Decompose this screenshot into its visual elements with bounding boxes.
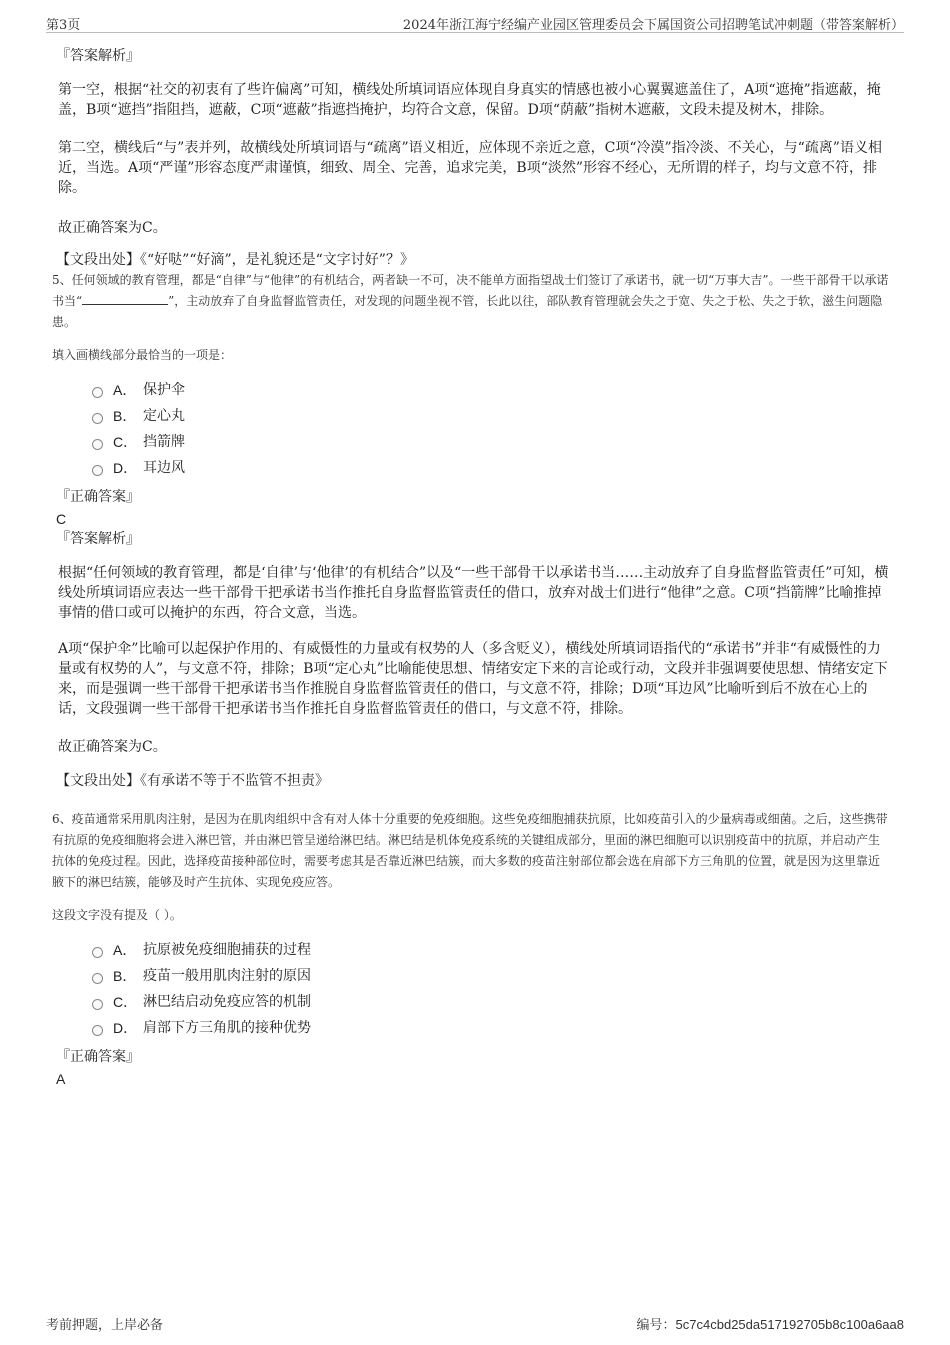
answer-label: 『正确答案』 xyxy=(56,1049,140,1065)
option-c[interactable]: C． 挡箭牌 xyxy=(92,429,891,455)
option-d[interactable]: D． 肩部下方三角肌的接种优势 xyxy=(92,1015,891,1041)
source-citation: 【文段出处】《“好哒”“好滴”，是礼貌还是“文字讨好”？》 xyxy=(56,252,414,268)
analysis-label: 『答案解析』 xyxy=(56,48,140,64)
analysis-label: 『答案解析』 xyxy=(56,531,140,547)
analysis-paragraph: A项“保护伞”比喻可以起保护作用的、有威慑性的力量或有权势的人（多含贬义），横线处所填词语指代的“承诺书”并非“有威慑性的力量或有权势的人”，与文意不符，排除；B项“定心丸”比喻能使思想、情绪安定下来的言论或行动，文段并非强调要使思想、情绪安定下来，而是强调一些干部骨干把承诺书当作推脱自身监督监管责任的借口，与文意不符，排除；D项“耳边风”比喻听到后不放在心上的话，文段强调一些干部骨干把承诺书当作推托自身监督监管责任的借口，与文意不符，排除。 xyxy=(58,641,888,717)
analysis-paragraph: 第二空，横线后“与”表并列，故横线处所填词语与“疏离”语义相近，应体现不亲近之意，C项“冷漠”指冷淡、不关心，与“疏离”语义相近，当选。A项“严谨”形容态度严肃谨慎，细致、周全、完善，追求完美，B项“淡然”形容不经心，无所谓的样子，均与文意不符，排除。 xyxy=(58,140,882,196)
analysis-paragraph: 第一空，根据“社交的初衷有了些许偏离”可知，横线处所填词语应体现自身真实的情感也被小心翼翼遮盖住了，A项“遮掩”指遮蔽，掩盖，B项“遮挡”指阻挡，遮蔽，C项“遮蔽”指遮挡掩护，均符合文意，保留。D项“荫蔽”指树木遮蔽，文段未提及树木，排除。 xyxy=(58,82,881,118)
option-a[interactable]: A． 抗原被免疫细胞捕获的过程 xyxy=(92,937,891,963)
analysis-paragraph: 根据“任何领域的教育管理，都是‘自律’与‘他律’的有机结合”以及“一些干部骨干以承诺书当……主动放弃了自身监督监管责任”可知，横线处所填词语应表达一些干部骨干把承诺书当作推托自身监督监管责任的借口，放弃对战士们进行“他律”之意。C项“挡箭牌”比喻推掉事情的借口或可以掩护的东西，符合文意，当选。 xyxy=(58,565,889,621)
radio-icon[interactable] xyxy=(92,387,103,398)
page-header xyxy=(46,12,904,33)
question-text: 5、任何领域的教育管理，都是“自律”与“他律”的有机结合，两者缺一不可，决不能单方面指望战士们签订了承诺书，就一切“万事大吉”。一些干部骨干以承诺书当“ ”，主动放弃了自身监督监管责任，对发现的问题坐视不管，长此以往，部队教育管理就会失之于宽、失之于松、失之于软，滋生问题隐患。 xyxy=(52,273,889,329)
question-6 xyxy=(52,809,891,1089)
option-list xyxy=(52,937,891,1041)
main-content xyxy=(52,46,891,1089)
answer-value: C xyxy=(56,511,67,527)
page-number: 第3页 xyxy=(46,18,81,33)
radio-icon[interactable] xyxy=(92,439,103,450)
answer-value: A xyxy=(56,1071,66,1087)
option-b[interactable]: B． 疫苗一般用肌肉注射的原因 xyxy=(92,963,891,989)
radio-icon[interactable] xyxy=(92,1025,103,1036)
radio-icon[interactable] xyxy=(92,413,103,424)
analysis-conclusion: 故正确答案为C。 xyxy=(58,220,167,236)
option-a[interactable]: A． 保护伞 xyxy=(92,377,891,403)
document-title: 2024年浙江海宁经编产业园区管理委员会下属国资公司招聘笔试冲刺题（带答案解析） xyxy=(402,18,904,33)
question-stem: 这段文字没有提及（ ）。 xyxy=(52,908,182,922)
question-5 xyxy=(52,270,891,549)
radio-icon[interactable] xyxy=(92,999,103,1010)
radio-icon[interactable] xyxy=(92,973,103,984)
radio-icon[interactable] xyxy=(92,947,103,958)
document-id: 编号：5c7c4cbd25da517192705b8c100a6aa8 xyxy=(636,1317,904,1333)
option-b[interactable]: B． 定心丸 xyxy=(92,403,891,429)
fill-blank xyxy=(82,292,168,305)
footer-slogan: 考前押题，上岸必备 xyxy=(46,1318,164,1333)
question-text: 6、疫苗通常采用肌肉注射，是因为在肌肉组织中含有对人体十分重要的免疫细胞。这些免疫细胞捕获抗原，比如疫苗引入的少量病毒或细菌。之后，这些携带有抗原的免疫细胞将会进入淋巴管，并由淋巴管呈递给淋巴结。淋巴结是机体免疫系统的关键组成部分，里面的淋巴细胞可以识别疫苗中的抗原，并启动产生抗体的免疫过程。因此，选择疫苗接种部位时，需要考虑其是否靠近淋巴结簇，而大多数的疫苗注射部位都会选在肩部下方三角肌的位置，就是因为这里靠近腋下的淋巴结簇，能够及时产生抗体、实现免疫应答。 xyxy=(52,812,888,889)
option-c[interactable]: C． 淋巴结启动免疫应答的机制 xyxy=(92,989,891,1015)
radio-icon[interactable] xyxy=(92,465,103,476)
analysis-block-q4 xyxy=(56,46,891,270)
answer-label: 『正确答案』 xyxy=(56,489,140,505)
option-list xyxy=(52,377,891,481)
question-stem: 填入画横线部分最恰当的一项是： xyxy=(52,348,233,362)
option-d[interactable]: D． 耳边风 xyxy=(92,455,891,481)
analysis-conclusion: 故正确答案为C。 xyxy=(58,739,167,755)
page-footer xyxy=(46,1312,904,1332)
source-citation: 【文段出处】《有承诺不等于不监管不担责》 xyxy=(56,773,329,789)
